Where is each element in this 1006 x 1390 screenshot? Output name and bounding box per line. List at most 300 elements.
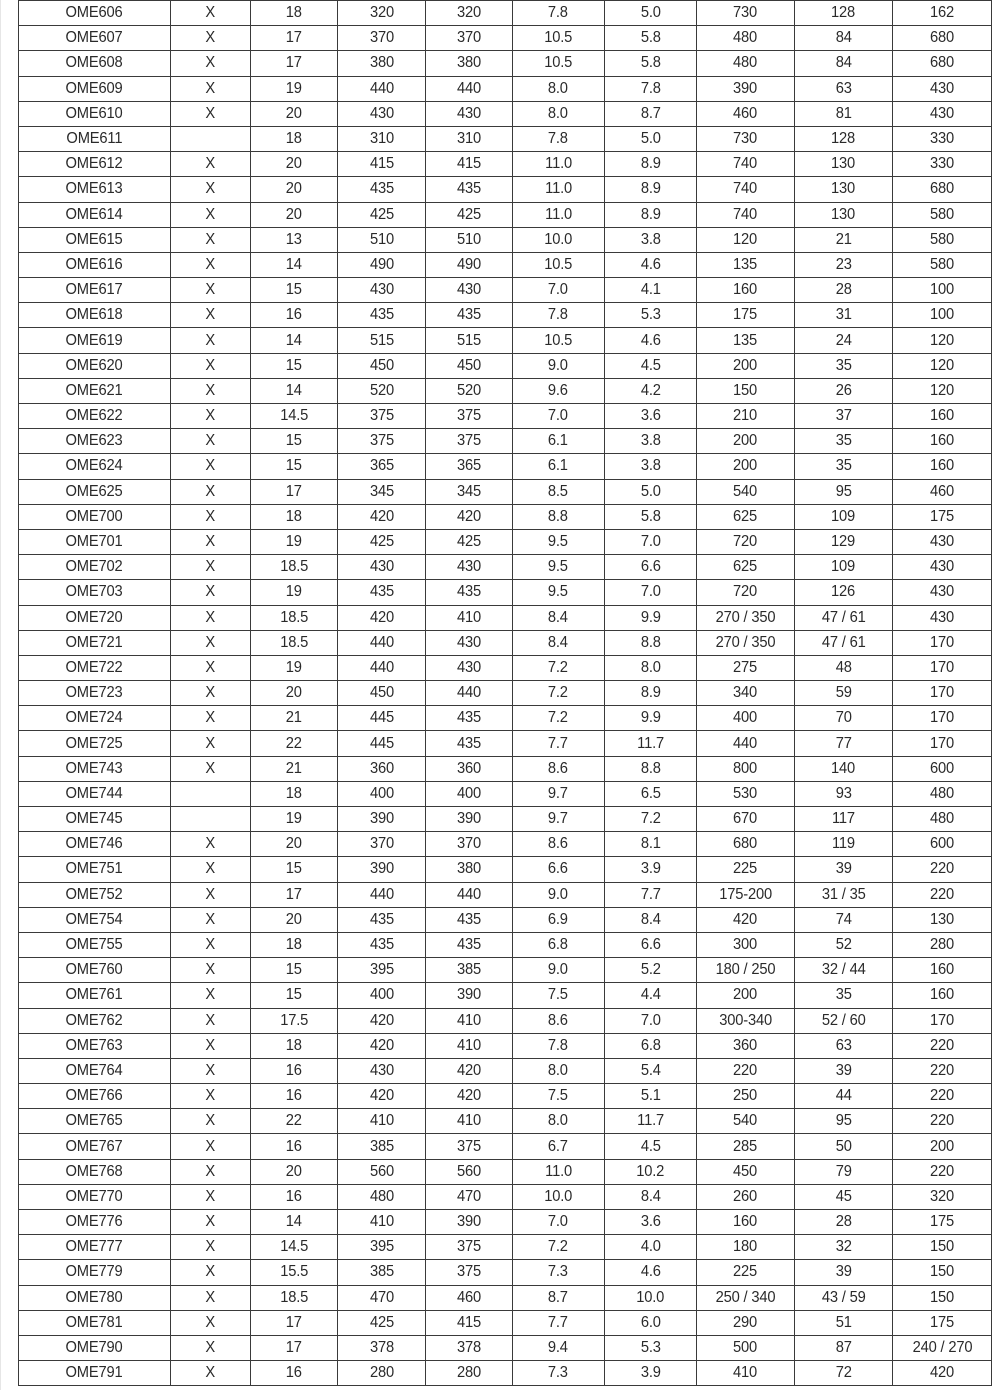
cell-text: 21 xyxy=(286,709,303,727)
col10-cell xyxy=(893,882,992,907)
col4-cell xyxy=(337,1109,426,1134)
cell-text: 129 xyxy=(831,533,856,551)
cell-text: 200 xyxy=(733,457,758,475)
col8-cell xyxy=(697,1235,795,1260)
col10-cell xyxy=(893,1033,992,1058)
cell-text: OME722 xyxy=(65,658,123,676)
col3-cell xyxy=(251,1159,338,1184)
cell-text: 395 xyxy=(369,961,394,979)
col7-cell xyxy=(604,1335,697,1360)
marker-cell xyxy=(170,26,250,51)
col7-cell xyxy=(604,1285,697,1310)
col10-cell xyxy=(893,202,992,227)
col6-cell xyxy=(513,1,605,26)
cell-text: 87 xyxy=(835,1339,852,1357)
col5-cell xyxy=(426,958,513,983)
part-number-cell xyxy=(19,655,171,680)
cell-text: 120 xyxy=(733,230,758,248)
cell-text: 385 xyxy=(457,961,482,979)
cell-text: 490 xyxy=(457,255,482,273)
col7-cell xyxy=(604,1008,697,1033)
marker-cell xyxy=(170,1335,250,1360)
col5-cell xyxy=(426,1,513,26)
table-row xyxy=(19,681,992,706)
col9-cell xyxy=(794,177,893,202)
col9-cell xyxy=(794,101,893,126)
part-number-cell xyxy=(19,882,171,907)
col10-cell xyxy=(893,26,992,51)
cell-text: 250 xyxy=(733,1087,758,1105)
col10-cell xyxy=(893,907,992,932)
cell-text: OME754 xyxy=(65,910,123,928)
cell-text: 21 xyxy=(286,759,303,777)
col9-cell xyxy=(794,756,893,781)
col6-cell xyxy=(513,454,605,479)
cell-text: 95 xyxy=(835,482,852,500)
cell-text: OME606 xyxy=(65,4,123,22)
cell-text: 7.5 xyxy=(548,1087,569,1105)
cell-text: 480 xyxy=(930,810,955,828)
table-row xyxy=(19,1159,992,1184)
col10-cell xyxy=(893,1134,992,1159)
cell-text: 39 xyxy=(835,860,852,878)
col4-cell xyxy=(337,1058,426,1083)
cell-text: 11.7 xyxy=(636,1112,664,1130)
cell-text: X xyxy=(205,79,216,97)
col10-cell xyxy=(893,1310,992,1335)
cell-text: 360 xyxy=(457,759,482,777)
cell-text: 7.2 xyxy=(548,658,569,676)
col6-cell xyxy=(513,1134,605,1159)
col5-cell xyxy=(426,529,513,554)
cell-text: X xyxy=(205,608,216,626)
cell-text: 5.3 xyxy=(640,306,661,324)
col8-cell xyxy=(697,907,795,932)
col7-cell xyxy=(604,731,697,756)
cell-text: 520 xyxy=(457,381,482,399)
col5-cell xyxy=(426,807,513,832)
col9-cell xyxy=(794,429,893,454)
col7-cell xyxy=(604,1361,697,1386)
col7-cell xyxy=(604,907,697,932)
cell-text: 20 xyxy=(286,835,303,853)
cell-text: OME611 xyxy=(66,130,123,148)
cell-text: 5.2 xyxy=(640,961,661,979)
table-row xyxy=(19,1058,992,1083)
col5-cell xyxy=(426,681,513,706)
part-number-cell xyxy=(19,278,171,303)
cell-text: 415 xyxy=(457,155,482,173)
cell-text: 440 xyxy=(369,885,394,903)
cell-text: 160 xyxy=(930,961,955,979)
part-number-cell xyxy=(19,832,171,857)
cell-text: 430 xyxy=(457,633,482,651)
cell-text: 9.5 xyxy=(548,583,569,601)
cell-text: 14.5 xyxy=(280,407,309,425)
cell-text: 119 xyxy=(832,835,855,853)
col6-cell xyxy=(513,1310,605,1335)
cell-text: 220 xyxy=(930,885,955,903)
col3-cell xyxy=(251,731,338,756)
cell-text: 17 xyxy=(286,482,303,500)
cell-text: OME751 xyxy=(65,860,123,878)
cell-text: 109 xyxy=(831,507,856,525)
cell-text: 440 xyxy=(457,684,482,702)
cell-text: X xyxy=(205,1238,216,1256)
cell-text: 390 xyxy=(369,810,394,828)
cell-text: 63 xyxy=(835,79,852,97)
cell-text: OME770 xyxy=(65,1187,123,1205)
col7-cell xyxy=(604,1310,697,1335)
cell-text: 680 xyxy=(930,54,955,72)
col8-cell xyxy=(697,1184,795,1209)
table-row xyxy=(19,404,992,429)
col3-cell xyxy=(251,378,338,403)
cell-text: 93 xyxy=(835,784,852,802)
table-row xyxy=(19,479,992,504)
col9-cell xyxy=(794,126,893,151)
cell-text: 7.8 xyxy=(640,79,661,97)
cell-text: 8.8 xyxy=(548,507,569,525)
cell-text: 460 xyxy=(457,1288,482,1306)
cell-text: 3.6 xyxy=(640,407,661,425)
col8-cell xyxy=(697,655,795,680)
cell-text: 410 xyxy=(457,1112,482,1130)
col6-cell xyxy=(513,731,605,756)
col8-cell xyxy=(697,76,795,101)
cell-text: 240 / 270 xyxy=(912,1339,973,1357)
cell-text: 18.5 xyxy=(280,633,309,651)
table-row xyxy=(19,1310,992,1335)
part-number-cell xyxy=(19,378,171,403)
cell-text: 370 xyxy=(369,29,394,47)
cell-text: 3.6 xyxy=(640,1213,661,1231)
col8-cell xyxy=(697,932,795,957)
col7-cell xyxy=(604,1058,697,1083)
col7-cell xyxy=(604,1159,697,1184)
cell-text: 425 xyxy=(457,205,482,223)
cell-text: 4.0 xyxy=(640,1238,661,1256)
cell-text: 280 xyxy=(930,936,955,954)
cell-text: 135 xyxy=(733,331,758,349)
col10-cell xyxy=(893,328,992,353)
part-number-cell xyxy=(19,1109,171,1134)
part-number-cell xyxy=(19,479,171,504)
col3-cell xyxy=(251,1335,338,1360)
marker-cell xyxy=(170,932,250,957)
col3-cell xyxy=(251,1285,338,1310)
col10-cell xyxy=(893,1335,992,1360)
col6-cell xyxy=(513,781,605,806)
col9-cell xyxy=(794,1134,893,1159)
cell-text: 59 xyxy=(835,684,852,702)
col9-cell xyxy=(794,227,893,252)
col7-cell xyxy=(604,51,697,76)
col9-cell xyxy=(794,655,893,680)
col9-cell xyxy=(794,681,893,706)
col9-cell xyxy=(794,152,893,177)
col3-cell xyxy=(251,1,338,26)
col5-cell xyxy=(426,857,513,882)
cell-text: 7.0 xyxy=(548,281,569,299)
cell-text: 290 xyxy=(733,1313,758,1331)
cell-text: 9.7 xyxy=(548,810,569,828)
cell-text: OME779 xyxy=(65,1263,123,1281)
cell-text: 17 xyxy=(286,29,303,47)
cell-text: 160 xyxy=(930,432,955,450)
col3-cell xyxy=(251,1184,338,1209)
cell-text: 365 xyxy=(369,457,394,475)
table-row xyxy=(19,1210,992,1235)
cell-text: X xyxy=(205,558,216,576)
col5-cell xyxy=(426,177,513,202)
col6-cell xyxy=(513,630,605,655)
cell-text: 19 xyxy=(286,583,303,601)
col9-cell xyxy=(794,958,893,983)
cell-text: 420 xyxy=(369,608,394,626)
col8-cell xyxy=(697,1033,795,1058)
col8-cell xyxy=(697,882,795,907)
cell-text: 31 xyxy=(835,306,852,324)
col4-cell xyxy=(337,630,426,655)
cell-text: 425 xyxy=(369,533,394,551)
col6-cell xyxy=(513,26,605,51)
col8-cell xyxy=(697,152,795,177)
cell-text: 800 xyxy=(733,759,758,777)
cell-text: 6.9 xyxy=(548,910,569,928)
cell-text: 430 xyxy=(457,104,482,122)
col7-cell xyxy=(604,655,697,680)
marker-cell xyxy=(170,202,250,227)
cell-text: 8.4 xyxy=(548,633,569,651)
cell-text: X xyxy=(205,583,216,601)
col6-cell xyxy=(513,404,605,429)
cell-text: OME625 xyxy=(65,482,123,500)
cell-text: 8.8 xyxy=(640,633,661,651)
cell-text: 410 xyxy=(457,608,482,626)
col7-cell xyxy=(604,152,697,177)
col6-cell xyxy=(513,605,605,630)
cell-text: 14 xyxy=(286,255,303,273)
cell-text: 10.2 xyxy=(636,1162,665,1180)
part-number-cell xyxy=(19,1058,171,1083)
cell-text: X xyxy=(205,155,216,173)
marker-cell xyxy=(170,958,250,983)
cell-text: X xyxy=(205,1288,216,1306)
col8-cell xyxy=(697,51,795,76)
col5-cell xyxy=(426,1109,513,1134)
cell-text: 200 xyxy=(930,1137,955,1155)
col5-cell xyxy=(426,655,513,680)
col3-cell xyxy=(251,126,338,151)
cell-text: OME725 xyxy=(65,734,123,752)
col6-cell xyxy=(513,1361,605,1386)
cell-text: 135 xyxy=(733,255,758,273)
col8-cell xyxy=(697,529,795,554)
col4-cell xyxy=(337,101,426,126)
col9-cell xyxy=(794,832,893,857)
cell-text: OME767 xyxy=(65,1137,123,1155)
cell-text: OME762 xyxy=(65,1011,123,1029)
cell-text: 200 xyxy=(733,432,758,450)
cell-text: 19 xyxy=(286,79,303,97)
cell-text: 170 xyxy=(930,633,955,651)
col8-cell xyxy=(697,1,795,26)
cell-text: 150 xyxy=(733,381,758,399)
cell-text: 7.2 xyxy=(548,709,569,727)
col5-cell xyxy=(426,404,513,429)
cell-text: 5.8 xyxy=(640,507,661,525)
col8-cell xyxy=(697,202,795,227)
cell-text: 435 xyxy=(369,583,394,601)
col3-cell xyxy=(251,882,338,907)
cell-text: 128 xyxy=(831,4,856,22)
col5-cell xyxy=(426,1033,513,1058)
marker-cell xyxy=(170,1310,250,1335)
col4-cell xyxy=(337,504,426,529)
cell-text: 14.5 xyxy=(280,1238,309,1256)
cell-text: 300-340 xyxy=(719,1011,772,1029)
table-row xyxy=(19,76,992,101)
col3-cell xyxy=(251,529,338,554)
cell-text: 7.2 xyxy=(640,810,661,828)
cell-text: 320 xyxy=(369,4,394,22)
cell-text: 126 xyxy=(831,583,856,601)
cell-text: X xyxy=(205,1339,216,1357)
cell-text: 32 / 44 xyxy=(821,961,866,979)
cell-text: 18 xyxy=(286,4,303,22)
col10-cell xyxy=(893,1361,992,1386)
cell-text: 7.2 xyxy=(548,1238,569,1256)
cell-text: 5.1 xyxy=(640,1087,661,1105)
cell-text: 7.0 xyxy=(640,533,661,551)
cell-text: 10.5 xyxy=(544,29,573,47)
cell-text: 470 xyxy=(457,1187,482,1205)
col4-cell xyxy=(337,1,426,26)
cell-text: X xyxy=(205,1112,216,1130)
col9-cell xyxy=(794,76,893,101)
col8-cell xyxy=(697,1058,795,1083)
cell-text: 28 xyxy=(835,1213,852,1231)
cell-text: 32 xyxy=(835,1238,852,1256)
cell-text: 7.7 xyxy=(548,734,569,752)
marker-cell xyxy=(170,706,250,731)
cell-text: X xyxy=(205,407,216,425)
table-row xyxy=(19,1335,992,1360)
col7-cell xyxy=(604,681,697,706)
marker-cell xyxy=(170,1109,250,1134)
col7-cell xyxy=(604,177,697,202)
col10-cell xyxy=(893,51,992,76)
cell-text: OME608 xyxy=(65,54,123,72)
col6-cell xyxy=(513,882,605,907)
cell-text: 450 xyxy=(369,684,394,702)
cell-text: 35 xyxy=(835,986,852,1004)
cell-text: 20 xyxy=(286,104,303,122)
cell-text: 435 xyxy=(457,936,482,954)
cell-text: 51 xyxy=(835,1313,852,1331)
part-number-cell xyxy=(19,429,171,454)
col7-cell xyxy=(604,353,697,378)
marker-cell xyxy=(170,1235,250,1260)
col4-cell xyxy=(337,1008,426,1033)
part-number-cell xyxy=(19,807,171,832)
cell-text: 14 xyxy=(286,331,303,349)
col6-cell xyxy=(513,983,605,1008)
col4-cell xyxy=(337,328,426,353)
part-number-cell xyxy=(19,1008,171,1033)
cell-text: 8.6 xyxy=(548,1011,569,1029)
spec-table xyxy=(18,0,992,1386)
col9-cell xyxy=(794,983,893,1008)
col4-cell xyxy=(337,1310,426,1335)
col5-cell xyxy=(426,1361,513,1386)
cell-text: 435 xyxy=(457,180,482,198)
col10-cell xyxy=(893,655,992,680)
cell-text: OME703 xyxy=(65,583,123,601)
cell-text: 6.1 xyxy=(548,457,569,475)
col4-cell xyxy=(337,76,426,101)
cell-text: 11.0 xyxy=(544,205,572,223)
cell-text: 250 / 340 xyxy=(715,1288,776,1306)
cell-text: 430 xyxy=(369,558,394,576)
cell-text: 330 xyxy=(930,130,955,148)
cell-text: 390 xyxy=(457,1213,482,1231)
col5-cell xyxy=(426,303,513,328)
cell-text: 9.4 xyxy=(548,1339,569,1357)
cell-text: 740 xyxy=(733,205,758,223)
col6-cell xyxy=(513,1033,605,1058)
cell-text: X xyxy=(205,734,216,752)
cell-text: 600 xyxy=(930,835,955,853)
cell-text: 430 xyxy=(930,533,955,551)
cell-text: 8.4 xyxy=(548,608,569,626)
col4-cell xyxy=(337,278,426,303)
table-row xyxy=(19,807,992,832)
cell-text: 6.6 xyxy=(640,936,661,954)
cell-text: 14 xyxy=(286,1213,303,1231)
cell-text: 430 xyxy=(369,1061,394,1079)
marker-cell xyxy=(170,1134,250,1159)
part-number-cell xyxy=(19,101,171,126)
col7-cell xyxy=(604,1260,697,1285)
col4-cell xyxy=(337,1361,426,1386)
col5-cell xyxy=(426,882,513,907)
col6-cell xyxy=(513,1109,605,1134)
cell-text: 74 xyxy=(835,910,852,928)
col6-cell xyxy=(513,479,605,504)
cell-text: 370 xyxy=(457,29,482,47)
part-number-cell xyxy=(19,580,171,605)
cell-text: X xyxy=(205,507,216,525)
cell-text: 31 / 35 xyxy=(821,885,866,903)
cell-text: 430 xyxy=(930,79,955,97)
marker-cell xyxy=(170,555,250,580)
cell-text: 440 xyxy=(733,734,758,752)
table-row xyxy=(19,1184,992,1209)
col7-cell xyxy=(604,1210,697,1235)
cell-text: 310 xyxy=(457,130,482,148)
col10-cell xyxy=(893,177,992,202)
table-row xyxy=(19,605,992,630)
cell-text: 415 xyxy=(457,1313,482,1331)
cell-text: 430 xyxy=(930,608,955,626)
marker-cell xyxy=(170,1008,250,1033)
cell-text: 410 xyxy=(369,1112,394,1130)
col8-cell xyxy=(697,429,795,454)
col3-cell xyxy=(251,681,338,706)
cell-text: 37 xyxy=(835,407,852,425)
